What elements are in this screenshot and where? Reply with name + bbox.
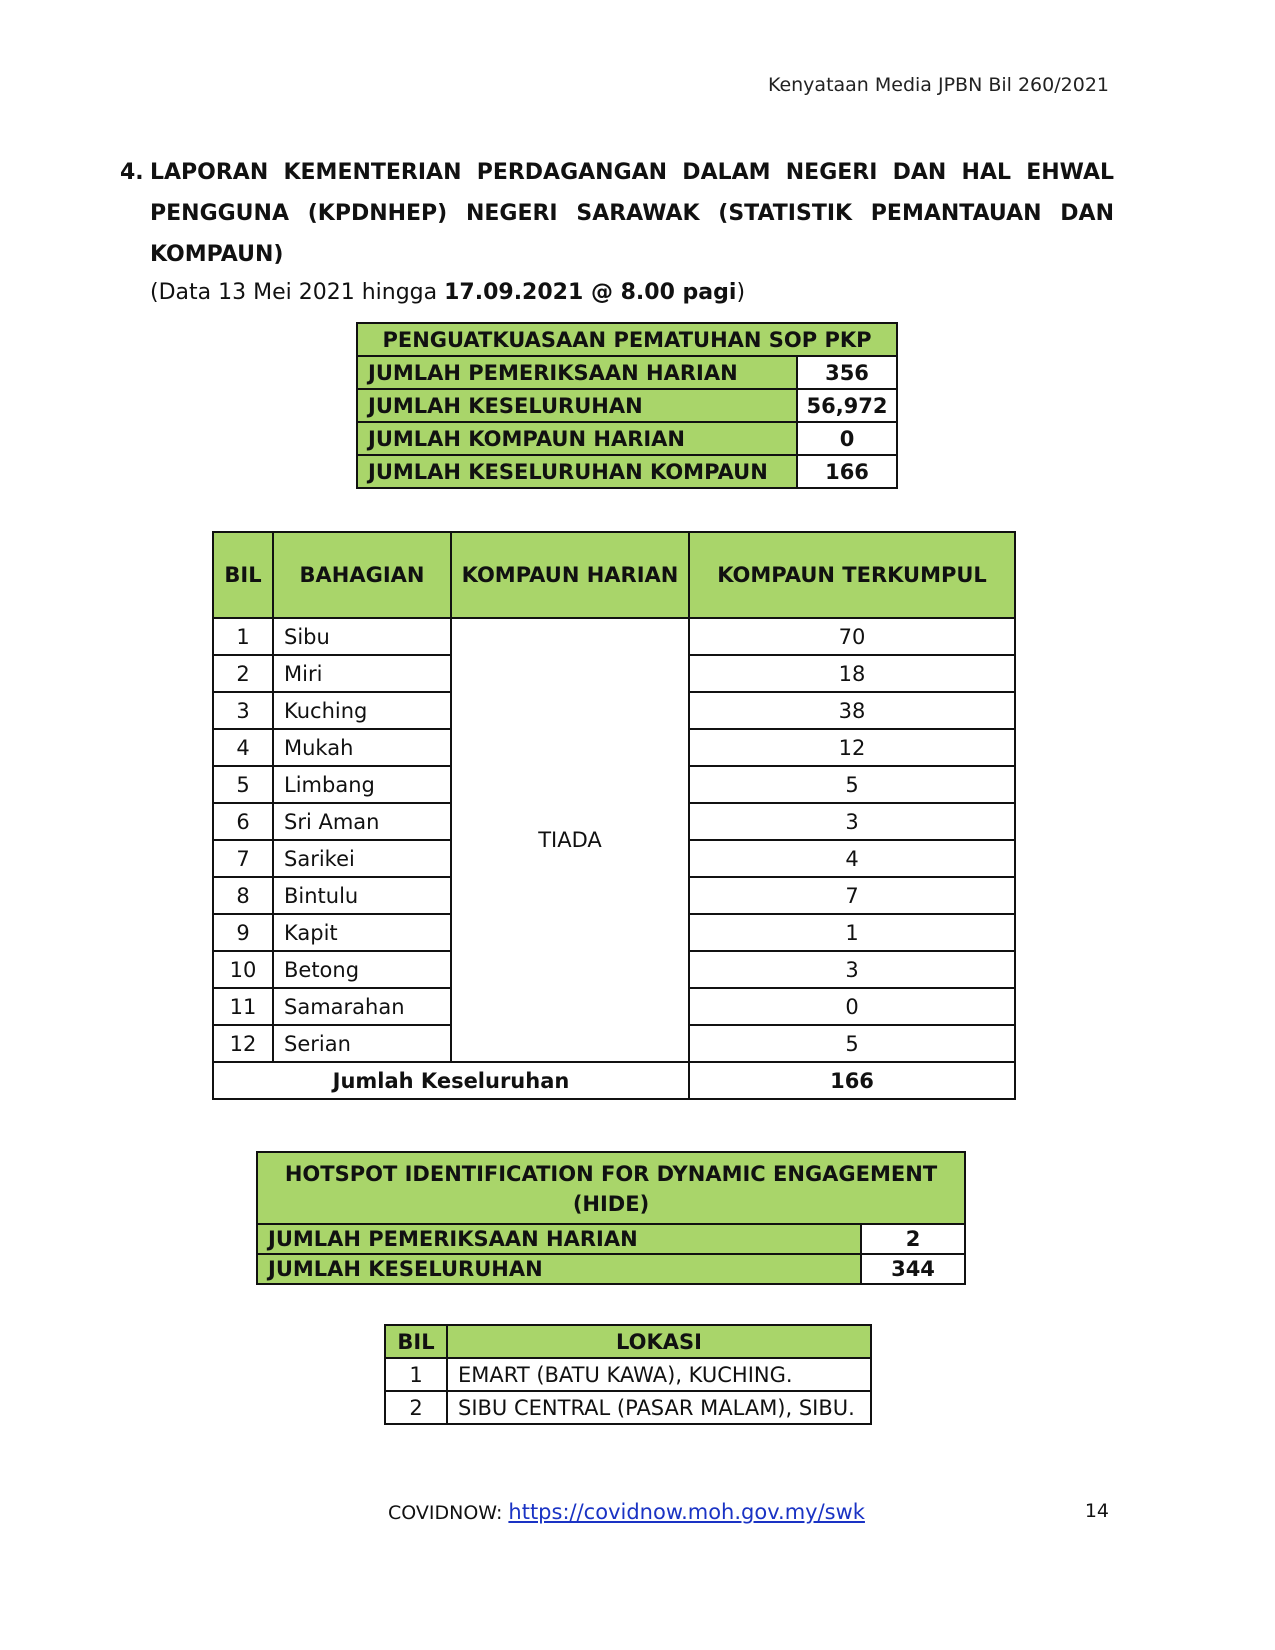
cell-bil: 6 bbox=[213, 803, 273, 840]
cell-lokasi: SIBU CENTRAL (PASAR MALAM), SIBU. bbox=[447, 1391, 871, 1424]
cell-kompaun-harian: TIADA bbox=[451, 618, 689, 1062]
cell-bahagian: Sarikei bbox=[273, 840, 451, 877]
cell-bil: 9 bbox=[213, 914, 273, 951]
document-reference: Kenyataan Media JPBN Bil 260/2021 bbox=[767, 74, 1109, 96]
cell-terkumpul: 18 bbox=[689, 655, 1015, 692]
cell-terkumpul: 0 bbox=[689, 988, 1015, 1025]
total-value: 166 bbox=[689, 1062, 1015, 1099]
data-range bbox=[150, 280, 745, 305]
total-row bbox=[213, 1062, 1015, 1099]
column-header-kompaun-harian: KOMPAUN HARIAN bbox=[451, 532, 689, 618]
cell-bahagian: Sibu bbox=[273, 618, 451, 655]
cell-bahagian: Miri bbox=[273, 655, 451, 692]
row-value: 166 bbox=[797, 455, 897, 488]
cell-terkumpul: 3 bbox=[689, 951, 1015, 988]
column-header-bahagian: BAHAGIAN bbox=[273, 532, 451, 618]
column-header-bil: BIL bbox=[385, 1325, 447, 1358]
cell-bil: 3 bbox=[213, 692, 273, 729]
cell-terkumpul: 70 bbox=[689, 618, 1015, 655]
table-row bbox=[385, 1358, 871, 1391]
data-range-open: (Data 13 Mei 2021 hingga bbox=[150, 280, 445, 305]
row-label: JUMLAH PEMERIKSAAN HARIAN bbox=[257, 1224, 861, 1254]
table-row bbox=[213, 618, 1015, 655]
division-compound-table bbox=[212, 531, 1016, 1100]
hide-table-header: HOTSPOT IDENTIFICATION FOR DYNAMIC ENGAGEMENT (HIDE) bbox=[257, 1152, 965, 1224]
cell-bahagian: Kuching bbox=[273, 692, 451, 729]
cell-bil: 2 bbox=[213, 655, 273, 692]
row-label: JUMLAH KOMPAUN HARIAN bbox=[357, 422, 797, 455]
cell-terkumpul: 7 bbox=[689, 877, 1015, 914]
cell-bahagian: Limbang bbox=[273, 766, 451, 803]
data-range-date: 17.09.2021 @ 8.00 pagi bbox=[444, 280, 737, 305]
cell-bahagian: Kapit bbox=[273, 914, 451, 951]
cell-bahagian: Samarahan bbox=[273, 988, 451, 1025]
cell-terkumpul: 1 bbox=[689, 914, 1015, 951]
cell-terkumpul: 4 bbox=[689, 840, 1015, 877]
cell-bil: 1 bbox=[385, 1358, 447, 1391]
row-label: JUMLAH KESELURUHAN bbox=[357, 389, 797, 422]
table-row bbox=[257, 1224, 965, 1254]
cell-lokasi: EMART (BATU KAWA), KUCHING. bbox=[447, 1358, 871, 1391]
cell-bahagian: Bintulu bbox=[273, 877, 451, 914]
page-number: 14 bbox=[1084, 1500, 1109, 1522]
table-row bbox=[357, 356, 897, 389]
table-row bbox=[357, 422, 897, 455]
cell-bil: 10 bbox=[213, 951, 273, 988]
column-header-kompaun-terkumpul: KOMPAUN TERKUMPUL bbox=[689, 532, 1015, 618]
section-heading bbox=[120, 152, 1114, 275]
sop-table-header: PENGUATKUASAAN PEMATUHAN SOP PKP bbox=[357, 323, 897, 356]
cell-bil: 7 bbox=[213, 840, 273, 877]
row-value: 56,972 bbox=[797, 389, 897, 422]
location-table bbox=[384, 1324, 872, 1425]
cell-bil: 4 bbox=[213, 729, 273, 766]
data-range-close: ) bbox=[736, 280, 746, 305]
row-label: JUMLAH KESELURUHAN KOMPAUN bbox=[357, 455, 797, 488]
cell-bil: 12 bbox=[213, 1025, 273, 1062]
column-header-lokasi: LOKASI bbox=[447, 1325, 871, 1358]
cell-bahagian: Mukah bbox=[273, 729, 451, 766]
row-value: 344 bbox=[861, 1254, 965, 1284]
cell-bil: 8 bbox=[213, 877, 273, 914]
cell-bahagian: Betong bbox=[273, 951, 451, 988]
footer bbox=[388, 1500, 865, 1524]
table-row bbox=[357, 455, 897, 488]
footer-prefix: COVIDNOW: bbox=[388, 1502, 509, 1524]
cell-bil: 2 bbox=[385, 1391, 447, 1424]
cell-bil: 11 bbox=[213, 988, 273, 1025]
cell-terkumpul: 5 bbox=[689, 1025, 1015, 1062]
section-title: LAPORAN KEMENTERIAN PERDAGANGAN DALAM NEGERI DAN HAL EHWAL PENGGUNA (KPDNHEP) NEGERI SARAWAK (STATISTIK PEMANTAUAN DAN KOMPAUN) bbox=[150, 160, 1114, 267]
section-number: 4. bbox=[120, 160, 144, 185]
table-row bbox=[257, 1254, 965, 1284]
column-header-bil: BIL bbox=[213, 532, 273, 618]
table-row bbox=[357, 389, 897, 422]
cell-terkumpul: 38 bbox=[689, 692, 1015, 729]
cell-terkumpul: 3 bbox=[689, 803, 1015, 840]
cell-bil: 1 bbox=[213, 618, 273, 655]
covidnow-link[interactable]: https://covidnow.moh.gov.my/swk bbox=[508, 1500, 865, 1524]
row-value: 356 bbox=[797, 356, 897, 389]
row-label: JUMLAH PEMERIKSAAN HARIAN bbox=[357, 356, 797, 389]
total-label: Jumlah Keseluruhan bbox=[213, 1062, 689, 1099]
cell-bahagian: Sri Aman bbox=[273, 803, 451, 840]
cell-terkumpul: 12 bbox=[689, 729, 1015, 766]
cell-bahagian: Serian bbox=[273, 1025, 451, 1062]
hide-table bbox=[256, 1151, 966, 1285]
row-label: JUMLAH KESELURUHAN bbox=[257, 1254, 861, 1284]
table-row bbox=[385, 1391, 871, 1424]
cell-terkumpul: 5 bbox=[689, 766, 1015, 803]
sop-enforcement-table bbox=[356, 322, 898, 489]
row-value: 0 bbox=[797, 422, 897, 455]
cell-bil: 5 bbox=[213, 766, 273, 803]
row-value: 2 bbox=[861, 1224, 965, 1254]
